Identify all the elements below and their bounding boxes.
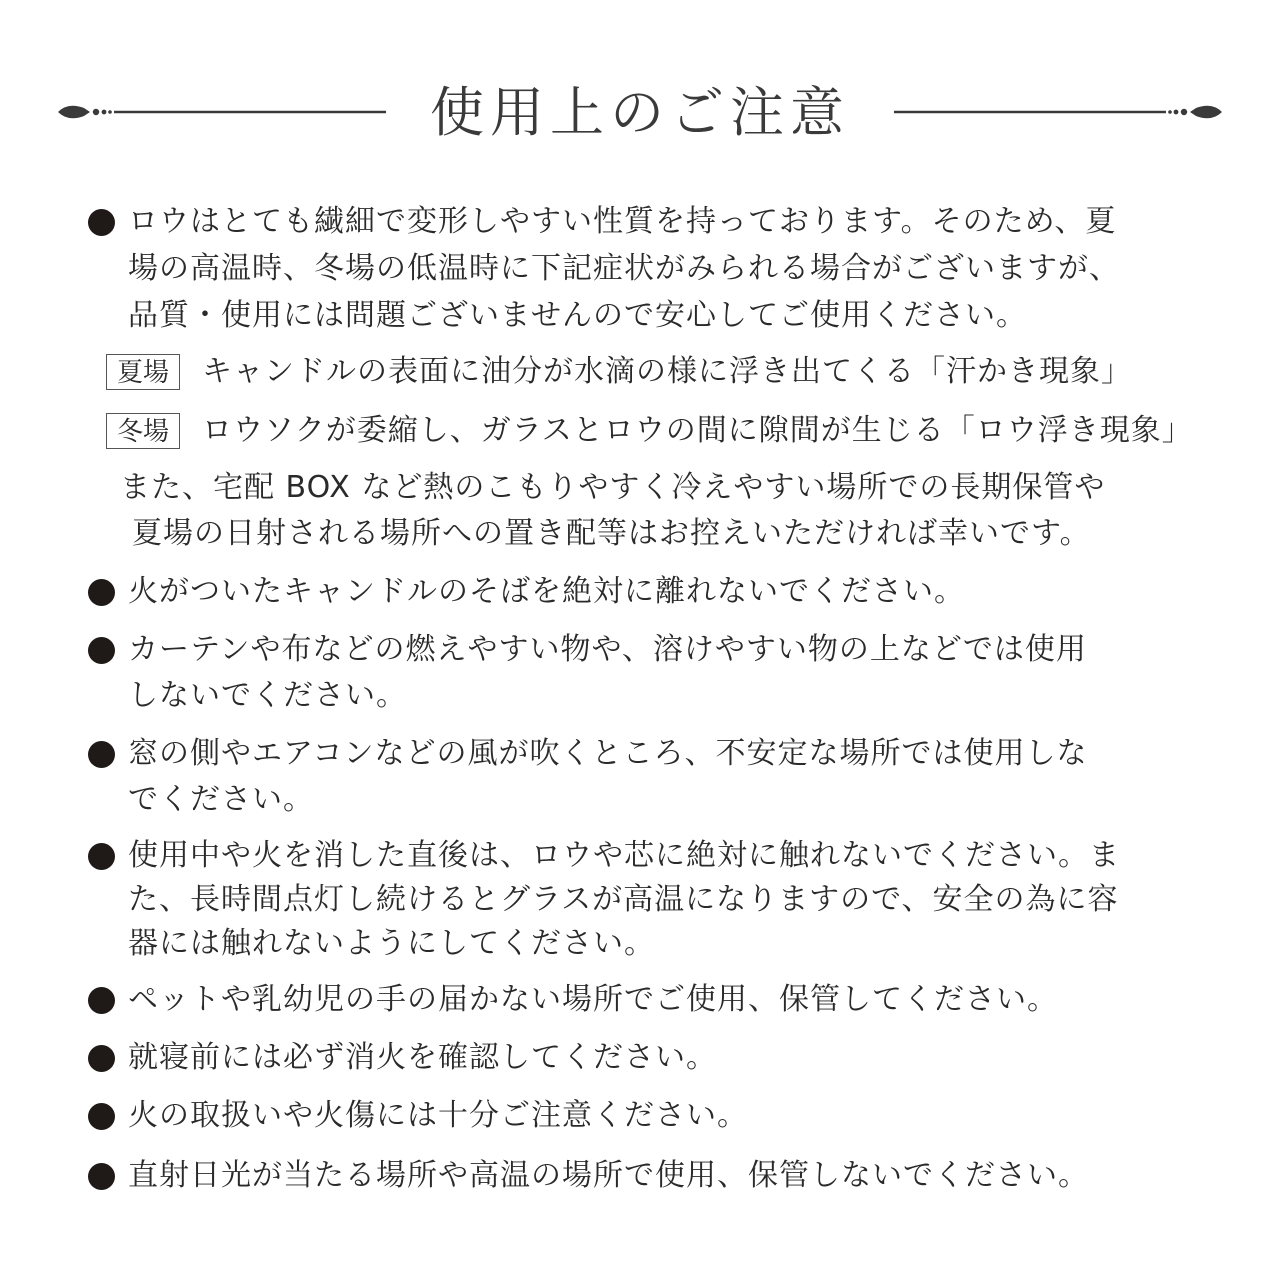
notice-text: カーテンや布などの燃えやすい物や、溶けやすい物の上などでは使用 (128, 632, 1087, 667)
storage-note-line: また、宅配 BOX など熱のこもりやすく冷えやすい場所での長期保管や (120, 470, 1106, 505)
list-item (84, 1094, 1204, 1140)
bullet-dot-icon (88, 209, 115, 236)
notice-text: た、長時間点灯し続けるとグラスが高温になりますので、安全の為に容 (128, 882, 1119, 917)
season-tag: 冬場 (106, 413, 180, 449)
notice-text: ロウはとても繊細で変形しやすい性質を持っております。そのため、夏 (128, 204, 1117, 239)
notice-text: しないでください。 (128, 678, 407, 713)
notice-text: でください。 (128, 782, 314, 817)
right-ornament-icon (884, 72, 1224, 152)
notice-text: 直射日光が当たる場所や高温の場所で使用、保管しないでください。 (128, 1158, 1089, 1193)
storage-note-line: 夏場の日射される場所への置き配等はお控えいただければ幸いです。 (132, 516, 1091, 551)
list-item (84, 570, 1204, 616)
notice-text: 場の高温時、冬場の低温時に下記症状がみられる場合がございますが、 (128, 251, 1120, 286)
season-tag: 夏場 (106, 354, 180, 390)
list-item (84, 1154, 1204, 1200)
page-title: 使用上のご注意 (430, 81, 850, 144)
notice-text: 就寝前には必ず消火を確認してください。 (128, 1040, 717, 1075)
left-ornament-icon (56, 72, 396, 152)
bullet-dot-icon (88, 1163, 115, 1190)
notice-text: 窓の側やエアコンなどの風が吹くところ、不安定な場所では使用しな (128, 736, 1088, 771)
notice-text: 火の取扱いや火傷には十分ご注意ください。 (128, 1098, 748, 1133)
notice-text: ペットや乳幼児の手の届かない場所でご使用、保管してください。 (128, 982, 1058, 1017)
bullet-dot-icon (88, 1103, 115, 1130)
notice-text: 火がついたキャンドルのそばを絶対に離れないでください。 (128, 574, 965, 609)
season-row-winter (106, 411, 1226, 455)
list-item (84, 200, 1204, 340)
bullet-dot-icon (88, 987, 115, 1014)
bullet-dot-icon (88, 1045, 115, 1072)
notice-text: 使用中や火を消した直後は、ロウや芯に絶対に触れないでください。ま (128, 838, 1120, 873)
bullet-dot-icon (88, 579, 115, 606)
season-row-summer (106, 352, 1226, 396)
list-item (84, 1036, 1204, 1082)
list-item (84, 978, 1204, 1024)
list-item (84, 628, 1204, 720)
notice-text: 器には触れないようにしてください。 (128, 926, 655, 961)
list-item (84, 834, 1204, 974)
season-description: キャンドルの表面に油分が水滴の様に浮き出てくる「汗かき現象」 (202, 354, 1132, 389)
list-item (84, 732, 1204, 824)
bullet-dot-icon (88, 843, 115, 870)
notice-text: 品質・使用には問題ございませんので安心してご使用ください。 (128, 298, 1027, 333)
season-description: ロウソクが委縮し、ガラスとロウの間に隙間が生じる「ロウ浮き現象」 (202, 413, 1193, 448)
header (0, 72, 1280, 152)
bullet-dot-icon (88, 741, 115, 768)
bullet-dot-icon (88, 637, 115, 664)
